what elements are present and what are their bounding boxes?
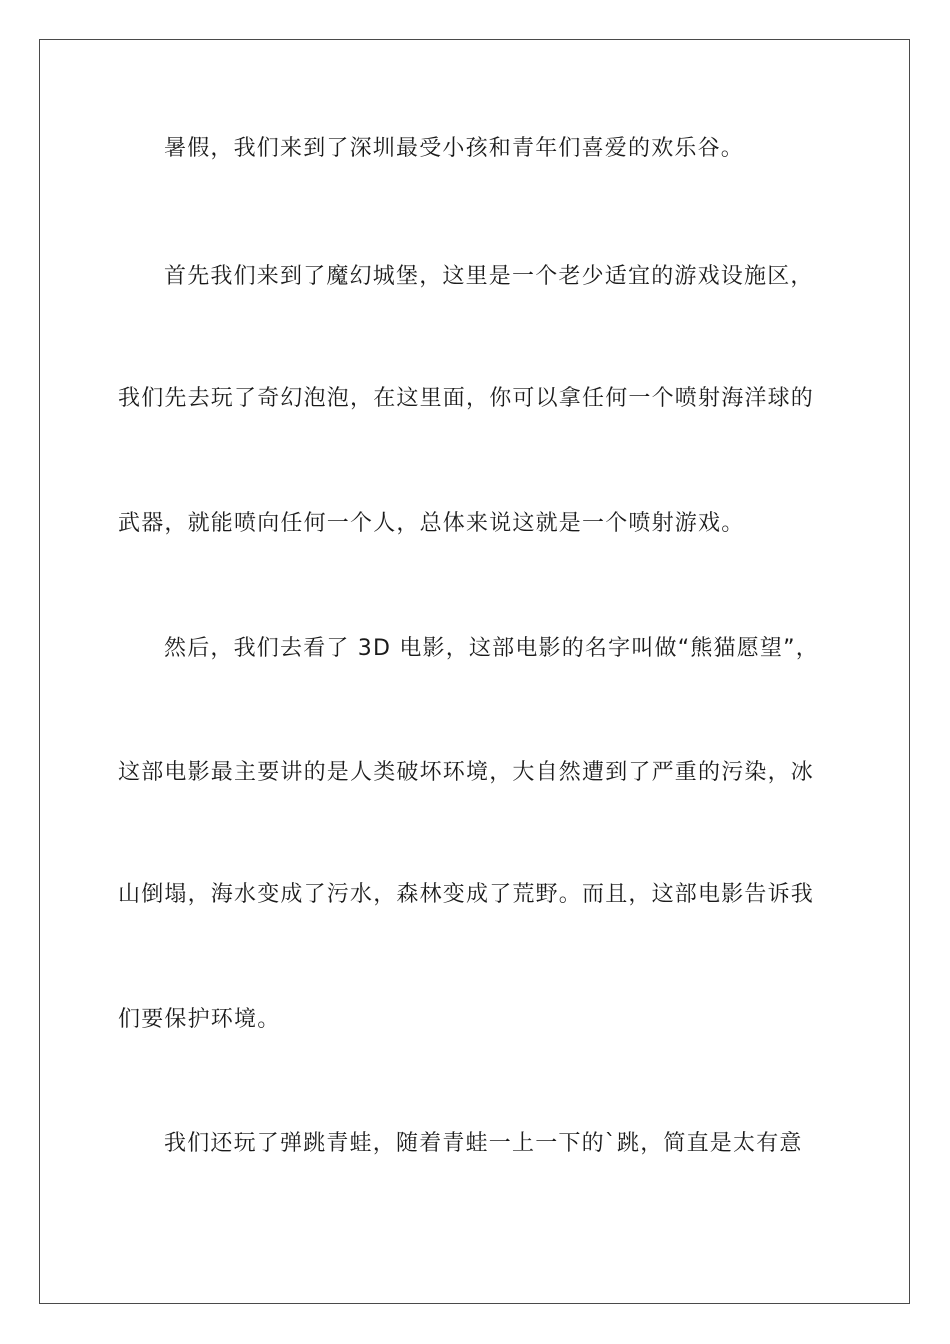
paragraph-2-line-1: 首先我们来到了魔幻城堡，这里是一个老少适宜的游戏设施区， (164, 264, 814, 289)
paragraph-1-line-1: 暑假，我们来到了深圳最受小孩和青年们喜爱的欢乐谷。 (164, 136, 745, 161)
paragraph-4-line-1: 我们还玩了弹跳青蛙，随着青蛙一上一下的`跳，简直是太有意 (164, 1131, 803, 1156)
paragraph-3-line-3: 山倒塌，海水变成了污水，森林变成了荒野。而且，这部电影告诉我 (118, 882, 815, 907)
paragraph-2-line-3: 武器，就能喷向任何一个人，总体来说这就是一个喷射游戏。 (118, 511, 745, 536)
paragraph-2-line-2: 我们先去玩了奇幻泡泡，在这里面，你可以拿任何一个喷射海洋球的 (118, 386, 815, 411)
paragraph-3-line-2: 这部电影最主要讲的是人类破坏环境，大自然遭到了严重的污染，冰 (118, 760, 815, 785)
page-border (39, 39, 910, 1304)
paragraph-3-line-1: 然后，我们去看了 3D 电影，这部电影的名字叫做“熊猫愿望”， (164, 636, 819, 661)
paragraph-3-line-4: 们要保护环境。 (118, 1007, 281, 1032)
